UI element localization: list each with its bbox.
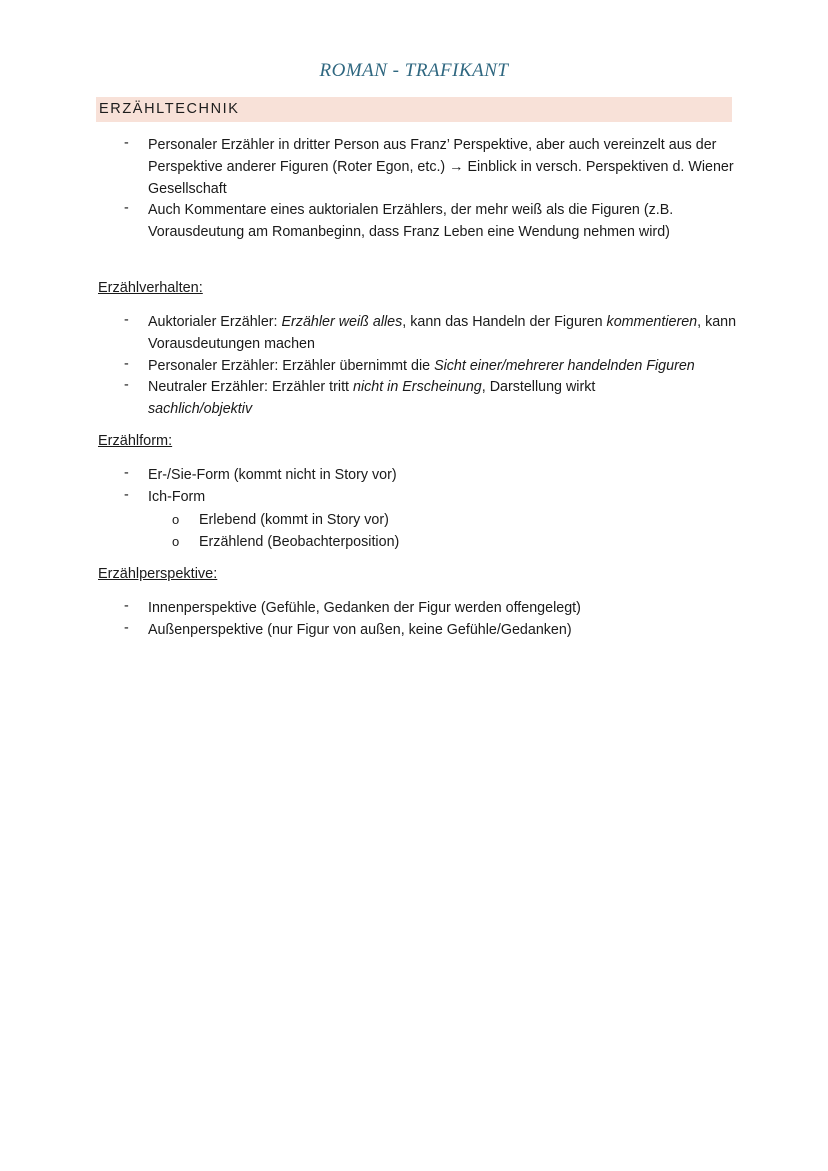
section-banner — [96, 97, 732, 122]
list-item — [0, 135, 828, 200]
list-item-text: Außenperspektive (nur Figur von außen, keine Gefühle/Gedanken) — [148, 621, 572, 638]
sub-list-item — [0, 509, 828, 531]
form-list — [0, 465, 828, 553]
intro-list — [0, 135, 828, 244]
list-item-text: Personaler Erzähler: Erzähler übernimmt die Sicht einer/mehrerer handelnden Figuren — [148, 357, 695, 374]
sub-list-item — [0, 531, 828, 553]
heading-erzaehlperspektive: Erzählperspektive: — [98, 566, 218, 582]
list-item-text: Auch Kommentare eines auktorialen Erzählers, der mehr weiß als die Figuren (z.B. Vorausdeutung am Romanbeginn, dass Franz Leben eine Wendung nehmen wird) — [148, 202, 674, 241]
dash-bullet: - — [124, 619, 129, 636]
list-item — [0, 598, 828, 620]
circle-bullet: o — [172, 511, 180, 527]
section-label: ERZÄHLTECHNIK — [99, 101, 240, 117]
perspektive-list — [0, 598, 828, 642]
list-item — [0, 312, 828, 356]
list-item — [0, 620, 828, 642]
page-title: ROMAN - TRAFIKANT — [319, 60, 509, 81]
sub-item-text: Erlebend (kommt in Story vor) — [199, 511, 389, 528]
heading-erzaehlverhalten: Erzählverhalten: — [98, 280, 203, 296]
heading-erzaehlform: Erzählform: — [98, 433, 173, 449]
dash-bullet: - — [124, 465, 129, 481]
list-item-text: Innenperspektive (Gefühle, Gedanken der Figur werden offengelegt) — [148, 600, 581, 616]
dash-bullet: - — [124, 200, 129, 217]
list-item — [0, 200, 828, 244]
list-item-text: Auktorialer Erzähler: Erzähler weiß alles, kann das Handeln der Figuren kommentieren, kann Vorausdeutungen machen — [148, 314, 737, 352]
dash-bullet: - — [124, 135, 129, 151]
dash-bullet: - — [124, 312, 129, 328]
sub-item-text: Erzählend (Beobachterposition) — [199, 533, 400, 550]
verhalten-list — [0, 312, 828, 421]
dash-bullet: - — [124, 355, 129, 372]
circle-bullet: o — [172, 533, 180, 549]
list-item-text: Er-/Sie-Form (kommt nicht in Story vor) — [148, 467, 397, 483]
list-item-text: Personaler Erzähler in dritter Person aus Franz’ Perspektive, aber auch vereinzelt aus der Perspektive anderer Figuren (Roter Egon, etc.) → Einblick in versch. Perspektiven d. Wiener Gesellschaft — [148, 137, 734, 197]
list-item — [0, 356, 828, 378]
list-item — [0, 465, 828, 487]
dash-bullet: - — [124, 377, 129, 394]
dash-bullet: - — [124, 486, 129, 503]
list-item-text: Neutraler Erzähler: Erzähler tritt nicht in Erscheinung, Darstellung wirkt sachlich/objektiv — [148, 379, 596, 418]
dash-bullet: - — [124, 598, 129, 614]
list-item — [0, 487, 828, 509]
list-item-text: Ich-Form — [148, 488, 206, 505]
list-item — [0, 377, 828, 421]
